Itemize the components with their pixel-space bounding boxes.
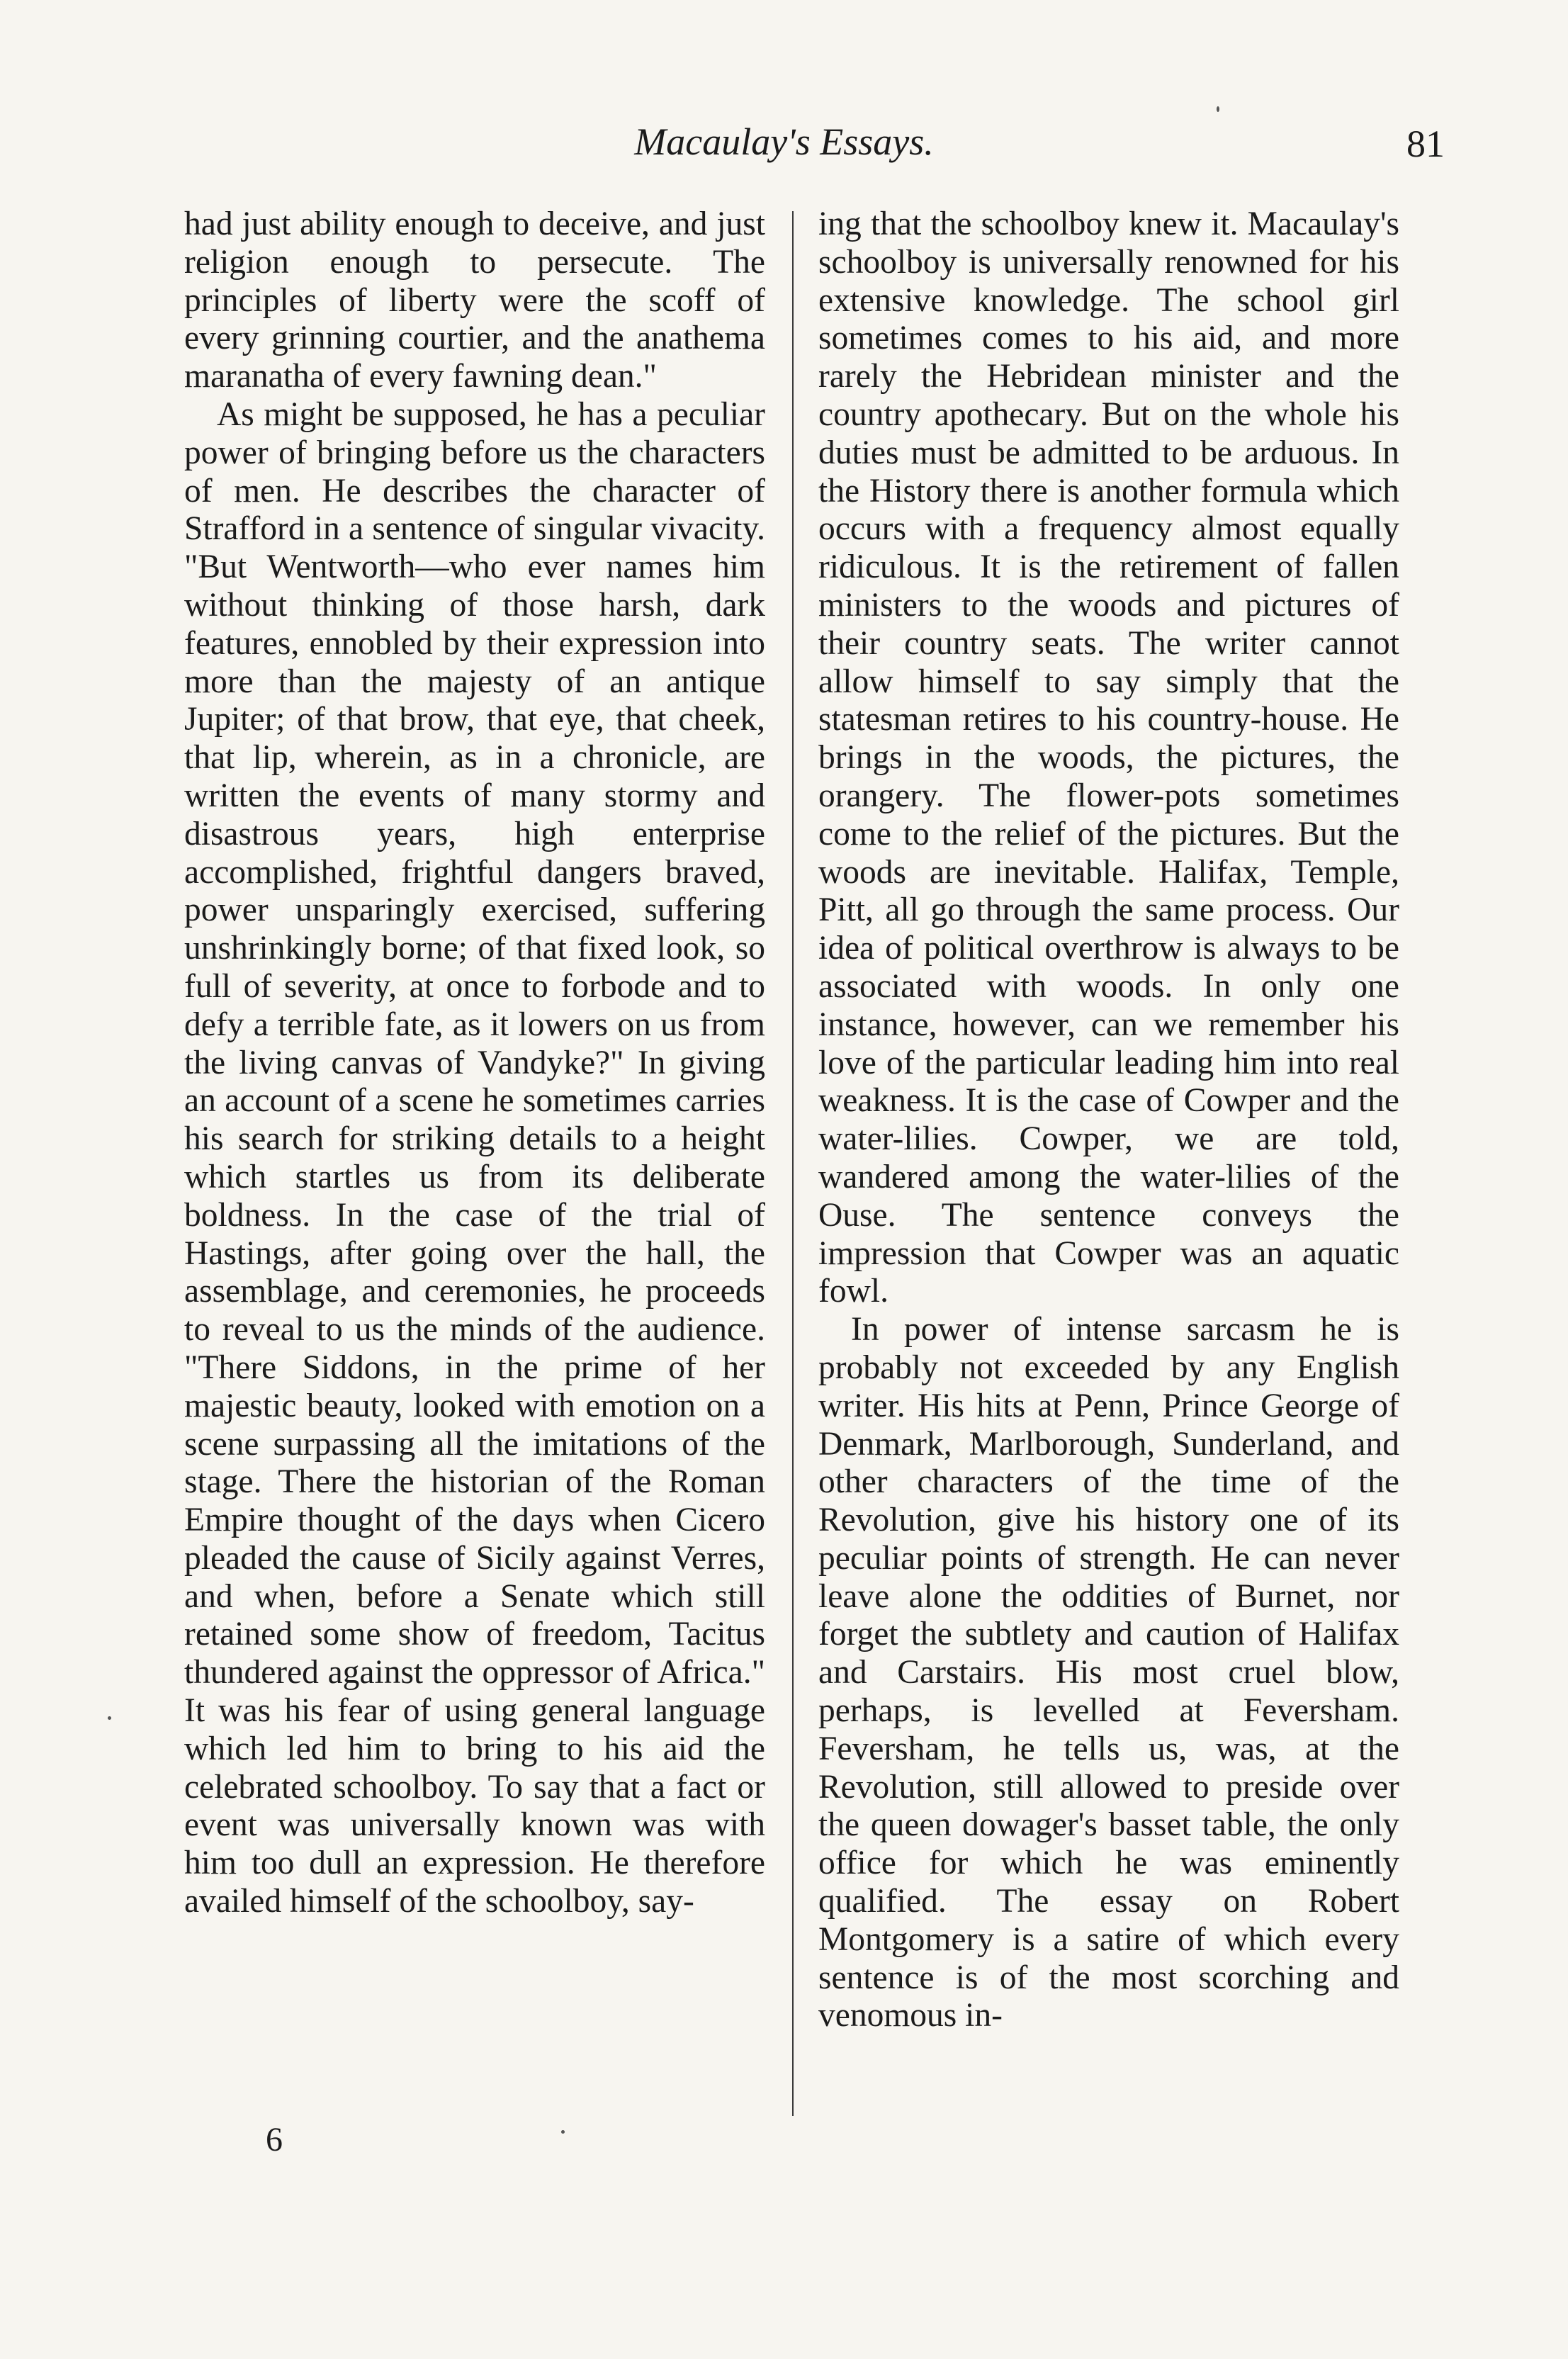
signature-mark: 6	[266, 2121, 283, 2158]
paragraph: In power of intense sarcasm he is probably not exceeded by any English writer. His hits at Penn, Prince George of Denmark, Marlborough, Sunderland, and other characters of the time of the Revolution, give his history one of its peculiar points of strength. He can never leave alone the oddities of Burnet, nor forget the subtlety and caution of Halifax and Carstairs. His most cruel blow, perhaps, is levelled at Feversham. Feversham, he tells us, was, at the Revolution, still allowed to preside over the queen dowager's basset table, the only office for which he was eminently qualified. The essay on Robert Montgomery is a satire of which every sentence is of the most scorching and venomous in-	[818, 1311, 1399, 2034]
right-column	[818, 206, 1399, 2035]
paragraph-continued: had just ability enough to deceive, and just religion enough to persecute. The principles of liberty were the scoff of every grinning courtier, and the anathema maranatha of every fawning dean."	[184, 206, 765, 395]
paragraph-continued: ing that the schoolboy knew it. Macaulay's schoolboy is universally renowned for his extensive knowledge. The school girl sometimes comes to his aid, and more rarely the Hebridean minister and the country apothecary. But on the whole his duties must be admitted to be arduous. In the History there is another formula which occurs with a frequency almost equally ridiculous. It is the retirement of fallen ministers to the woods and pictures of their country seats. The writer cannot allow himself to say simply that the statesman retires to his country-house. He brings in the woods, the pictures, the orangery. The flower-pots sometimes come to the relief of the pictures. But the woods are inevitable. Halifax, Temple, Pitt, all go through the same process. Our idea of political overthrow is always to be associated with woods. In only one instance, however, can we remember his love of the particular leading him into real weakness. It is the case of Cowper and the water-lilies. Cowper, we are told, wandered among the water-lilies of the Ouse. The sentence conveys the impression that Cowper was an aquatic fowl.	[818, 206, 1399, 1310]
left-column	[184, 206, 765, 1921]
page-number: 81	[1406, 123, 1445, 165]
print-speck	[561, 2130, 565, 2134]
column-divider	[792, 211, 794, 2116]
print-speck	[1217, 106, 1219, 112]
running-header: Macaulay's Essays.	[634, 120, 934, 163]
paragraph: As might be supposed, he has a peculiar power of bringing before us the characters of men. He describes the character of Strafford in a sentence of singular vivacity. "But Wentworth—who ever names him without thinking of those harsh, dark features, ennobled by their expression into more than the majesty of an antique Jupiter; of that brow, that eye, that cheek, that lip, wherein, as in a chronicle, are written the events of many stormy and disastrous years, high enterprise accomplished, frightful dangers braved, power unsparingly exercised, suffering unshrinkingly borne; of that fixed look, so full of severity, at once to forbode and to defy a terrible fate, as it lowers on us from the living canvas of Vandyke?" In giving an account of a scene he sometimes carries his search for striking details to a height which startles us from its deliberate boldness. In the case of the trial of Hastings, after going over the hall, the assemblage, and ceremonies, he proceeds to reveal to us the minds of the audience. "There Siddons, in the prime of her majestic beauty, looked with emotion on a scene surpassing all the imitations of the stage. There the historian of the Roman Empire thought of the days when Cicero pleaded the cause of Sicily against Verres, and when, before a Senate which still retained some show of freedom, Tacitus thundered against the oppressor of Africa." It was his fear of using general language which led him to bring to his aid the celebrated schoolboy. To say that a fact or event was universally known was with him too dull an expression. He therefore availed himself of the schoolboy, say-	[184, 395, 765, 1920]
print-speck	[108, 1716, 111, 1720]
